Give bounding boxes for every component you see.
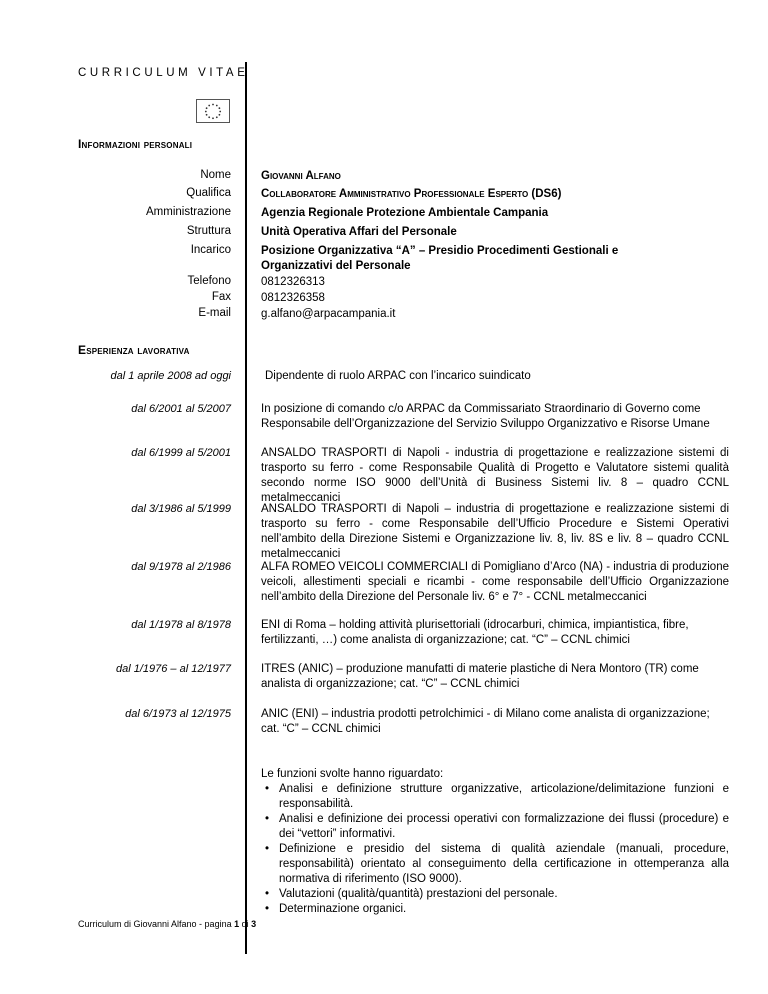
experience-text: Dipendente di ruolo ARPAC con l’incarico suindicato — [265, 370, 531, 382]
list-item: • Analisi e definizione strutture organizzative, articolazione/delimitazione funzioni e responsabilità. — [279, 782, 729, 812]
experience-text: In posizione di comando c/o ARPAC da Commissariato Straordinario di Governo come Responsabile dell’Organizzazione del Servizio Sviluppo Organizzativo e Risorse Umane — [261, 403, 710, 430]
experience-date: dal 1 aprile 2008 ad oggi — [110, 370, 231, 382]
list-item: • Valutazioni (qualità/quantità) prestazioni del personale. — [279, 887, 729, 902]
eu-flag-icon — [196, 99, 230, 123]
experience-date: dal 1/1976 – al 12/1977 — [116, 663, 231, 675]
functions-list — [261, 782, 729, 917]
value-incarico: Posizione Organizzativa “A” – Presidio Procedimenti Gestionali e Organizzativi del Personale — [261, 245, 619, 272]
label-qualifica: Qualifica — [186, 187, 231, 199]
experience-text: ANIC (ENI) – industria prodotti petrolchimici - di Milano come analista di organizzazione; cat. “C” – CCNL chimici — [261, 708, 710, 735]
functions-block — [261, 767, 729, 917]
label-fax: Fax — [211, 291, 231, 303]
label-amministrazione: Amministrazione — [146, 206, 231, 218]
label-telefono: Telefono — [187, 275, 231, 287]
footer-total-pages: 3 — [251, 919, 257, 929]
experience-text: ANSALDO TRASPORTI di Napoli - industria di progettazione e realizzazione sistemi di trasporto su ferro - come Responsabile Qualità di Progetto e Valutatore sistemi qualità secondo norme ISO 9000 dell’Unità di Business Sistemi liv. 8 – quadro CCNL metalmeccanici — [261, 447, 729, 504]
experience-date: dal 6/1973 al 12/1975 — [125, 708, 231, 720]
experience-date: dal 6/2001 al 5/2007 — [131, 403, 231, 415]
footer-middle: di — [239, 919, 252, 929]
section-personal-info: Informazioni personali — [78, 137, 193, 151]
list-item: • Determinazione organici. — [279, 902, 729, 917]
value-struttura: Unità Operativa Affari del Personale — [261, 226, 457, 238]
value-amministrazione: Agenzia Regionale Protezione Ambientale Campania — [261, 207, 549, 219]
label-incarico: Incarico — [190, 244, 231, 256]
value-telefono: 0812326313 — [261, 276, 325, 288]
footer-page-number: 1 — [234, 919, 240, 929]
value-fax: 0812326358 — [261, 292, 325, 304]
experience-date: dal 6/1999 al 5/2001 — [131, 447, 231, 459]
vertical-divider — [245, 62, 247, 954]
label-struttura: Struttura — [186, 225, 231, 237]
experience-text: ANSALDO TRASPORTI di Napoli – industria di progettazione e realizzazione sistemi di trasporto su ferro - come Responsabile dell’Ufficio Procedure e Sistemi Operativi nell’ambito della Direzione Sistemi e Organizzazione liv. 8, liv. 8S e liv. 8 – quadro CCNL metalmeccanici — [261, 503, 729, 560]
experience-text: ENI di Roma – holding attività plurisettoriali (idrocarburi, chimica, impiantistica, fibre, fertilizzanti, …) come analista di organizzazione; cat. “C” – CCNL chimici — [261, 619, 689, 646]
label-nome: Nome — [200, 169, 231, 181]
list-item: • Analisi e definizione dei processi operativi con formalizzazione dei flussi (procedure) e dei “vettori” informativi. — [279, 812, 729, 842]
page-footer — [78, 919, 256, 929]
section-work-experience: Esperienza lavorativa — [78, 343, 190, 357]
document-title: CURRICULUM VITAE — [78, 67, 249, 79]
experience-text: ALFA ROMEO VEICOLI COMMERCIALI di Pomigliano d’Arco (NA) - industria di produzione veicoli, allestimenti speciali e ricambi - come responsabile dell’Ufficio Organizzazione nell’ambito della Direzione del Personale liv. 6° e 7° - CCNL metalmeccanici — [261, 561, 729, 603]
functions-intro: Le funzioni svolte hanno riguardato: — [261, 768, 444, 780]
experience-date: dal 3/1986 al 5/1999 — [131, 503, 231, 515]
experience-date: dal 9/1978 al 2/1986 — [131, 561, 231, 573]
footer-prefix: Curriculum di Giovanni Alfano - pagina — [78, 919, 235, 929]
experience-date: dal 1/1978 al 8/1978 — [131, 619, 231, 631]
list-item: • Definizione e presidio del sistema di qualità aziendale (manuali, procedure, responsabilità) orientato al conseguimento della certificazione in ottemperanza alla normativa di riferimento (ISO 9000). — [279, 842, 729, 887]
label-email: E-mail — [198, 307, 231, 319]
value-email: g.alfano@arpacampania.it — [261, 308, 396, 320]
value-nome: Giovanni Alfano — [261, 170, 341, 182]
value-qualifica: Collaboratore Amministrativo Professionale Esperto (DS6) — [261, 188, 562, 200]
experience-text: ITRES (ANIC) – produzione manufatti di materie plastiche di Nera Montoro (TR) come analista di organizzazione; cat. “C” – CCNL chimici — [261, 663, 699, 690]
